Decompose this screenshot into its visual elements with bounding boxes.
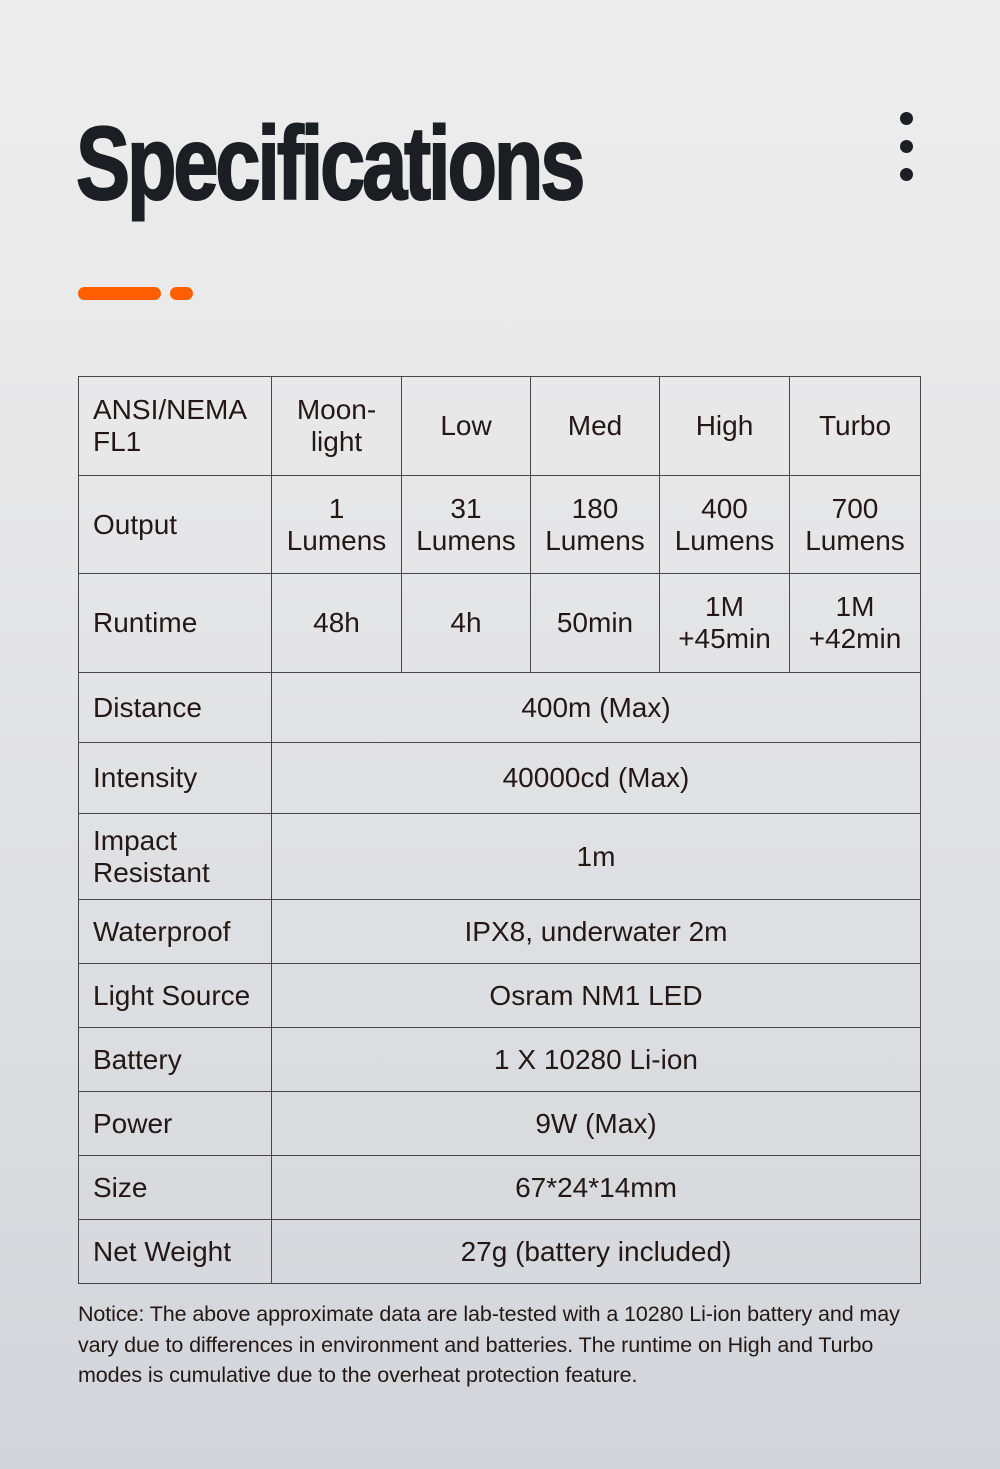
row-value: 40000cd (Max): [272, 743, 921, 814]
mode-label-line: light: [310, 426, 363, 457]
mode-label-line: Moon-: [296, 394, 377, 425]
output-unit: Lumens: [416, 524, 516, 556]
table-row-impact-resistant: [79, 814, 921, 900]
runtime-cell-turbo: [790, 574, 921, 673]
table-header-row: [79, 377, 921, 476]
runtime-cell-moonlight: 48h: [272, 574, 402, 673]
row-label: Distance: [79, 673, 272, 743]
row-value: 9W (Max): [272, 1092, 921, 1156]
output-cell-low: [402, 476, 531, 574]
page-title: Specifications: [76, 106, 583, 222]
table-row-light-source: [79, 964, 921, 1028]
runtime-cell-low: 4h: [402, 574, 531, 673]
mode-header-med: Med: [531, 377, 660, 476]
menu-dot: [900, 112, 913, 125]
standard-label-line: FL1: [93, 426, 142, 457]
standard-label-cell: [79, 377, 272, 476]
row-label: Runtime: [79, 574, 272, 673]
output-unit: Lumens: [545, 524, 645, 556]
row-value: IPX8, underwater 2m: [272, 900, 921, 964]
runtime-cell-high: [660, 574, 790, 673]
notice-text: Notice: The above approximate data are lab-tested with a 10280 Li-ion battery and may vary due to differences in environment and batteries. The runtime on High and Turbo modes is cumulative due to the overheat protection feature.: [78, 1302, 900, 1387]
row-value: Osram NM1 LED: [272, 964, 921, 1028]
table-row-power: [79, 1092, 921, 1156]
runtime-line: +45min: [678, 623, 771, 654]
runtime-line: +42min: [808, 623, 902, 654]
row-label: [79, 814, 272, 900]
output-value: 180: [571, 492, 619, 524]
row-label: Size: [79, 1156, 272, 1220]
output-cell-high: [660, 476, 790, 574]
table-row-distance: [79, 673, 921, 743]
row-label: Intensity: [79, 743, 272, 814]
row-value: 1m: [272, 814, 921, 900]
vertical-ellipsis-icon[interactable]: [892, 108, 922, 188]
row-label-line: Impact: [93, 824, 178, 856]
mode-header-turbo: Turbo: [790, 377, 921, 476]
row-label: Light Source: [79, 964, 272, 1028]
row-label: Power: [79, 1092, 272, 1156]
output-value: 400: [701, 492, 748, 524]
table-row-intensity: [79, 743, 921, 814]
menu-dot: [900, 168, 913, 181]
row-label: Net Weight: [79, 1220, 272, 1284]
runtime-line: 1M: [705, 591, 744, 622]
output-value: 700: [831, 492, 879, 524]
row-value: 67*24*14mm: [272, 1156, 921, 1220]
accent-bar-short: [170, 287, 193, 300]
mode-header-low: Low: [402, 377, 531, 476]
output-cell-turbo: [790, 476, 921, 574]
accent-bar-long: [78, 287, 161, 300]
row-value: 1 X 10280 Li-ion: [272, 1028, 921, 1092]
output-unit: Lumens: [805, 524, 905, 556]
mode-header-high: High: [660, 377, 790, 476]
row-label: Output: [79, 476, 272, 574]
table-row-waterproof: [79, 900, 921, 964]
row-value: 27g (battery included): [272, 1220, 921, 1284]
standard-label-line: ANSI/NEMA: [93, 394, 248, 425]
row-label: Battery: [79, 1028, 272, 1092]
table-row-net-weight: [79, 1220, 921, 1284]
output-unit: Lumens: [674, 524, 775, 556]
table-row-runtime: [79, 574, 921, 673]
output-value: 31: [450, 492, 482, 524]
table-row-battery: [79, 1028, 921, 1092]
output-value: 1: [328, 492, 345, 524]
table-row-size: [79, 1156, 921, 1220]
runtime-line: 1M: [835, 591, 875, 622]
row-value: 400m (Max): [272, 673, 921, 743]
runtime-cell-med: 50min: [531, 574, 660, 673]
row-label: Waterproof: [79, 900, 272, 964]
output-cell-med: [531, 476, 660, 574]
output-unit: Lumens: [286, 524, 387, 556]
menu-dot: [900, 140, 913, 153]
table-row-output: [79, 476, 921, 574]
specifications-table: [78, 376, 921, 1284]
output-cell-moonlight: [272, 476, 402, 574]
mode-header-moonlight: [272, 377, 402, 476]
row-label-line: Resistant: [93, 856, 210, 888]
